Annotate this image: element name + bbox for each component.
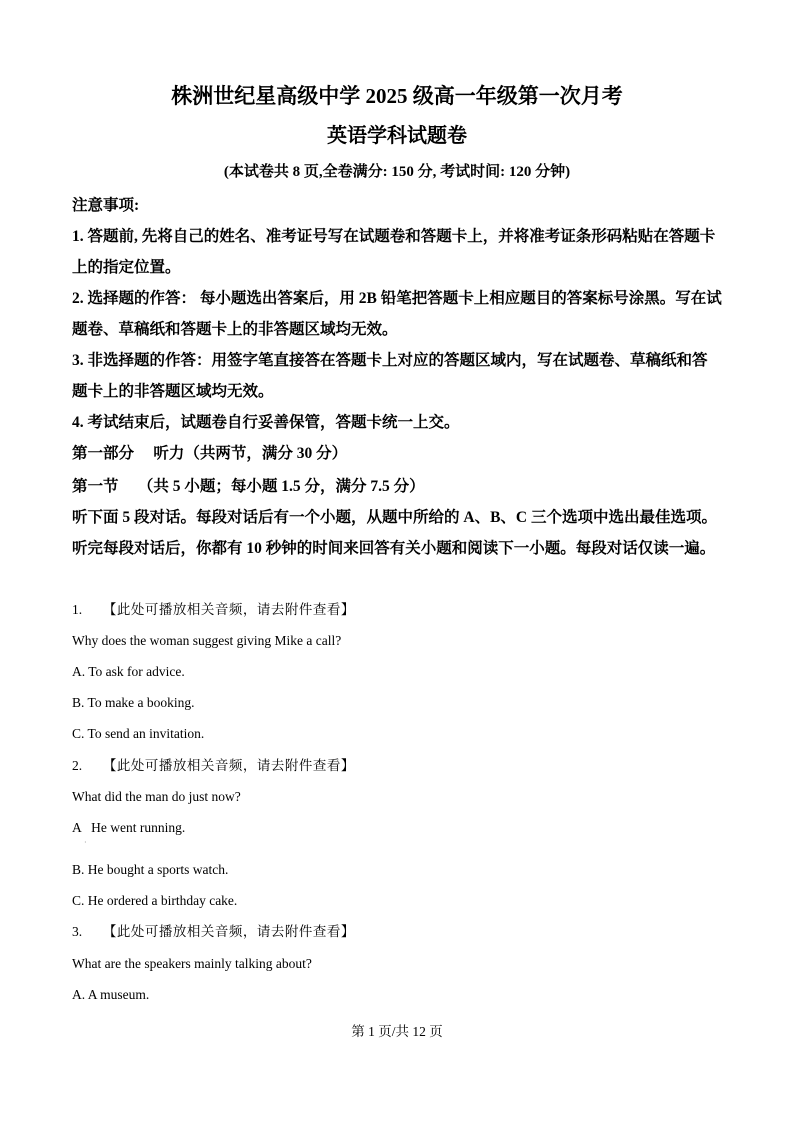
note-item-2: 2. 选择题的作答： 每小题选出答案后，用 2B 铅笔把答题卡上相应题目的答案标号涂黑。写在试题卷、草稿纸和答题卡上的非答题区域均无效。 (72, 290, 722, 338)
question-2-option-b: B. He bought a sports watch. (72, 862, 229, 877)
question-1-stem: Why does the woman suggest giving Mike a call? (72, 633, 342, 648)
question-3-stem: What are the speakers mainly talking about? (72, 956, 312, 971)
section1-heading: 第一节 （共 5 小题；每小题 1.5 分，满分 7.5 分） (72, 478, 425, 495)
question-3-option-a: A. A museum. (72, 987, 150, 1002)
exam-title: 株洲世纪星高级中学 2025 级高一年级第一次月考 (171, 84, 623, 108)
question-number: 2. (72, 758, 83, 773)
audio-tag[interactable]: 【此处可播放相关音频，请去附件查看】 (102, 924, 355, 939)
question-1-option-c: C. To send an invitation. (72, 726, 205, 741)
question-2-option-c: C. He ordered a birthday cake. (72, 893, 238, 908)
page-footer: 第 1 页/共 12 页 (351, 1024, 443, 1039)
question-1-option-b: B. To make a booking. (72, 695, 195, 710)
question-1-header (72, 600, 355, 620)
subject-title: 英语学科试题卷 (327, 125, 467, 147)
stray-dot: · (84, 838, 87, 847)
note-item-3: 3. 非选择题的作答：用签字笔直接答在答题卡上对应的答题区域内，写在试题卷、草稿纸和答题卡上的非答题区域均无效。 (72, 352, 708, 400)
note-item-4: 4. 考试结束后，试题卷自行妥善保管，答题卡统一上交。 (72, 414, 460, 431)
exam-info: (本试卷共 8 页,全卷满分: 150 分, 考试时间: 120 分钟) (223, 164, 571, 180)
notes-heading: 注意事项: (72, 197, 140, 214)
question-2-option-a: A He went running. (72, 820, 186, 835)
question-2-header (72, 756, 355, 776)
audio-tag[interactable]: 【此处可播放相关音频，请去附件查看】 (102, 758, 355, 773)
part1-heading: 第一部分 听力（共两节，满分 30 分） (72, 445, 348, 462)
question-1-option-a: A. To ask for advice. (72, 664, 185, 679)
question-3-header (72, 922, 355, 942)
question-2-stem: What did the man do just now? (72, 789, 241, 804)
listening-instruction: 听下面 5 段对话。每段对话后有一个小题，从题中所给的 A、B、C 三个选项中选出最佳选项。听完每段对话后，你都有 10 秒钟的时间来回答有关小题和阅读下一小题。每段对话仅读一遍。 (72, 509, 717, 557)
audio-tag[interactable]: 【此处可播放相关音频，请去附件查看】 (102, 602, 355, 617)
question-number: 1. (72, 602, 83, 617)
note-item-1: 1. 答题前, 先将自己的姓名、准考证号写在试题卷和答题卡上，并将准考证条形码粘贴在答题卡上的指定位置。 (72, 228, 716, 276)
question-number: 3. (72, 924, 83, 939)
